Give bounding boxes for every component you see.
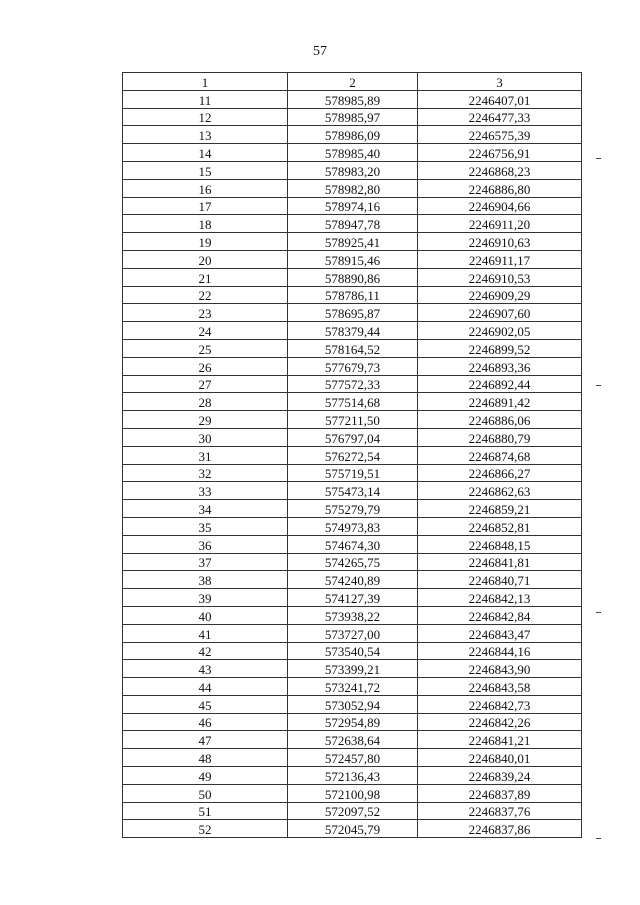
row-number-cell: 52: [123, 820, 288, 838]
y-coordinate-cell: 2246862,63: [418, 482, 582, 500]
x-coordinate-cell: 572457,80: [288, 749, 418, 767]
y-coordinate-cell: 2246837,76: [418, 802, 582, 820]
table-row: [123, 357, 582, 375]
x-coordinate-cell: 576272,54: [288, 446, 418, 464]
x-coordinate-cell: 574127,39: [288, 589, 418, 607]
row-number-cell: 14: [123, 144, 288, 162]
x-coordinate-cell: 578974,16: [288, 197, 418, 215]
y-coordinate-cell: 2246859,21: [418, 500, 582, 518]
table-row: [123, 233, 582, 251]
table-row: [123, 642, 582, 660]
row-number-cell: 43: [123, 660, 288, 678]
row-number-cell: 28: [123, 393, 288, 411]
table-row: [123, 500, 582, 518]
y-coordinate-cell: 2246899,52: [418, 339, 582, 357]
x-coordinate-cell: 573540,54: [288, 642, 418, 660]
table-row: [123, 553, 582, 571]
row-number-cell: 18: [123, 215, 288, 233]
scan-mark: [596, 385, 601, 386]
column-header: 1: [123, 73, 288, 91]
row-number-cell: 42: [123, 642, 288, 660]
table-row: [123, 695, 582, 713]
x-coordinate-cell: 575719,51: [288, 464, 418, 482]
x-coordinate-cell: 578925,41: [288, 233, 418, 251]
x-coordinate-cell: 574674,30: [288, 535, 418, 553]
table-row: [123, 161, 582, 179]
x-coordinate-cell: 575473,14: [288, 482, 418, 500]
row-number-cell: 15: [123, 161, 288, 179]
x-coordinate-cell: 577514,68: [288, 393, 418, 411]
table-row: [123, 624, 582, 642]
row-number-cell: 27: [123, 375, 288, 393]
y-coordinate-cell: 2246911,17: [418, 250, 582, 268]
row-number-cell: 17: [123, 197, 288, 215]
y-coordinate-cell: 2246843,58: [418, 678, 582, 696]
y-coordinate-cell: 2246841,81: [418, 553, 582, 571]
scan-mark: [596, 158, 601, 159]
row-number-cell: 22: [123, 286, 288, 304]
x-coordinate-cell: 572097,52: [288, 802, 418, 820]
row-number-cell: 40: [123, 606, 288, 624]
x-coordinate-cell: 572638,64: [288, 731, 418, 749]
x-coordinate-cell: 578985,40: [288, 144, 418, 162]
table-row: [123, 339, 582, 357]
row-number-cell: 35: [123, 517, 288, 535]
table-row: [123, 571, 582, 589]
x-coordinate-cell: 578985,97: [288, 108, 418, 126]
y-coordinate-cell: 2246886,06: [418, 411, 582, 429]
row-number-cell: 13: [123, 126, 288, 144]
y-coordinate-cell: 2246886,80: [418, 179, 582, 197]
table-row: [123, 784, 582, 802]
x-coordinate-cell: 578985,89: [288, 90, 418, 108]
y-coordinate-cell: 2246910,63: [418, 233, 582, 251]
table-header-row: [123, 73, 582, 91]
row-number-cell: 34: [123, 500, 288, 518]
table-row: [123, 767, 582, 785]
row-number-cell: 44: [123, 678, 288, 696]
row-number-cell: 45: [123, 695, 288, 713]
y-coordinate-cell: 2246902,05: [418, 322, 582, 340]
row-number-cell: 49: [123, 767, 288, 785]
x-coordinate-cell: 572954,89: [288, 713, 418, 731]
y-coordinate-cell: 2246904,66: [418, 197, 582, 215]
table-row: [123, 144, 582, 162]
row-number-cell: 48: [123, 749, 288, 767]
x-coordinate-cell: 572045,79: [288, 820, 418, 838]
table-row: [123, 464, 582, 482]
row-number-cell: 30: [123, 428, 288, 446]
y-coordinate-cell: 2246907,60: [418, 304, 582, 322]
row-number-cell: 33: [123, 482, 288, 500]
row-number-cell: 20: [123, 250, 288, 268]
table-row: [123, 482, 582, 500]
row-number-cell: 47: [123, 731, 288, 749]
y-coordinate-cell: 2246911,20: [418, 215, 582, 233]
table-row: [123, 517, 582, 535]
table-row: [123, 250, 582, 268]
y-coordinate-cell: 2246756,91: [418, 144, 582, 162]
x-coordinate-cell: 578890,86: [288, 268, 418, 286]
y-coordinate-cell: 2246839,24: [418, 767, 582, 785]
y-coordinate-cell: 2246893,36: [418, 357, 582, 375]
row-number-cell: 51: [123, 802, 288, 820]
row-number-cell: 46: [123, 713, 288, 731]
y-coordinate-cell: 2246892,44: [418, 375, 582, 393]
table-row: [123, 108, 582, 126]
x-coordinate-cell: 572100,98: [288, 784, 418, 802]
table-row: [123, 322, 582, 340]
row-number-cell: 37: [123, 553, 288, 571]
row-number-cell: 16: [123, 179, 288, 197]
row-number-cell: 26: [123, 357, 288, 375]
x-coordinate-cell: 578983,20: [288, 161, 418, 179]
y-coordinate-cell: 2246407,01: [418, 90, 582, 108]
y-coordinate-cell: 2246909,29: [418, 286, 582, 304]
row-number-cell: 12: [123, 108, 288, 126]
x-coordinate-cell: 573727,00: [288, 624, 418, 642]
table-row: [123, 304, 582, 322]
x-coordinate-cell: 574240,89: [288, 571, 418, 589]
table-row: [123, 428, 582, 446]
y-coordinate-cell: 2246843,47: [418, 624, 582, 642]
table-row: [123, 820, 582, 838]
scan-mark: [596, 612, 601, 613]
x-coordinate-cell: 578786,11: [288, 286, 418, 304]
column-header: 3: [418, 73, 582, 91]
y-coordinate-cell: 2246842,84: [418, 606, 582, 624]
x-coordinate-cell: 578164,52: [288, 339, 418, 357]
x-coordinate-cell: 578695,87: [288, 304, 418, 322]
y-coordinate-cell: 2246844,16: [418, 642, 582, 660]
row-number-cell: 19: [123, 233, 288, 251]
table-row: [123, 606, 582, 624]
row-number-cell: 39: [123, 589, 288, 607]
x-coordinate-cell: 574265,75: [288, 553, 418, 571]
x-coordinate-cell: 573241,72: [288, 678, 418, 696]
y-coordinate-cell: 2246477,33: [418, 108, 582, 126]
coordinates-table: [122, 72, 582, 838]
y-coordinate-cell: 2246910,53: [418, 268, 582, 286]
table-row: [123, 660, 582, 678]
table-row: [123, 749, 582, 767]
x-coordinate-cell: 578915,46: [288, 250, 418, 268]
y-coordinate-cell: 2246880,79: [418, 428, 582, 446]
row-number-cell: 24: [123, 322, 288, 340]
y-coordinate-cell: 2246842,13: [418, 589, 582, 607]
y-coordinate-cell: 2246840,01: [418, 749, 582, 767]
x-coordinate-cell: 577679,73: [288, 357, 418, 375]
table-body: [123, 90, 582, 837]
table-row: [123, 713, 582, 731]
row-number-cell: 38: [123, 571, 288, 589]
x-coordinate-cell: 572136,43: [288, 767, 418, 785]
x-coordinate-cell: 578379,44: [288, 322, 418, 340]
y-coordinate-cell: 2246842,73: [418, 695, 582, 713]
row-number-cell: 29: [123, 411, 288, 429]
row-number-cell: 11: [123, 90, 288, 108]
x-coordinate-cell: 577211,50: [288, 411, 418, 429]
row-number-cell: 32: [123, 464, 288, 482]
table-row: [123, 802, 582, 820]
y-coordinate-cell: 2246868,23: [418, 161, 582, 179]
row-number-cell: 41: [123, 624, 288, 642]
table-row: [123, 215, 582, 233]
y-coordinate-cell: 2246840,71: [418, 571, 582, 589]
table-row: [123, 535, 582, 553]
y-coordinate-cell: 2246843,90: [418, 660, 582, 678]
scan-mark: [596, 838, 601, 839]
page-number: 57: [313, 44, 327, 59]
row-number-cell: 50: [123, 784, 288, 802]
row-number-cell: 36: [123, 535, 288, 553]
row-number-cell: 23: [123, 304, 288, 322]
x-coordinate-cell: 577572,33: [288, 375, 418, 393]
column-header: 2: [288, 73, 418, 91]
table-row: [123, 126, 582, 144]
x-coordinate-cell: 574973,83: [288, 517, 418, 535]
x-coordinate-cell: 578986,09: [288, 126, 418, 144]
y-coordinate-cell: 2246841,21: [418, 731, 582, 749]
y-coordinate-cell: 2246891,42: [418, 393, 582, 411]
table-row: [123, 197, 582, 215]
y-coordinate-cell: 2246837,86: [418, 820, 582, 838]
table-row: [123, 446, 582, 464]
x-coordinate-cell: 573399,21: [288, 660, 418, 678]
table-row: [123, 731, 582, 749]
y-coordinate-cell: 2246848,15: [418, 535, 582, 553]
y-coordinate-cell: 2246866,27: [418, 464, 582, 482]
x-coordinate-cell: 573052,94: [288, 695, 418, 713]
x-coordinate-cell: 578947,78: [288, 215, 418, 233]
table-row: [123, 90, 582, 108]
table-row: [123, 589, 582, 607]
row-number-cell: 21: [123, 268, 288, 286]
table-row: [123, 286, 582, 304]
x-coordinate-cell: 576797,04: [288, 428, 418, 446]
y-coordinate-cell: 2246842,26: [418, 713, 582, 731]
table-row: [123, 411, 582, 429]
table-row: [123, 678, 582, 696]
table-row: [123, 179, 582, 197]
y-coordinate-cell: 2246874,68: [418, 446, 582, 464]
y-coordinate-cell: 2246575,39: [418, 126, 582, 144]
table-row: [123, 393, 582, 411]
row-number-cell: 25: [123, 339, 288, 357]
row-number-cell: 31: [123, 446, 288, 464]
y-coordinate-cell: 2246852,81: [418, 517, 582, 535]
x-coordinate-cell: 575279,79: [288, 500, 418, 518]
table-row: [123, 375, 582, 393]
x-coordinate-cell: 578982,80: [288, 179, 418, 197]
table-row: [123, 268, 582, 286]
y-coordinate-cell: 2246837,89: [418, 784, 582, 802]
x-coordinate-cell: 573938,22: [288, 606, 418, 624]
